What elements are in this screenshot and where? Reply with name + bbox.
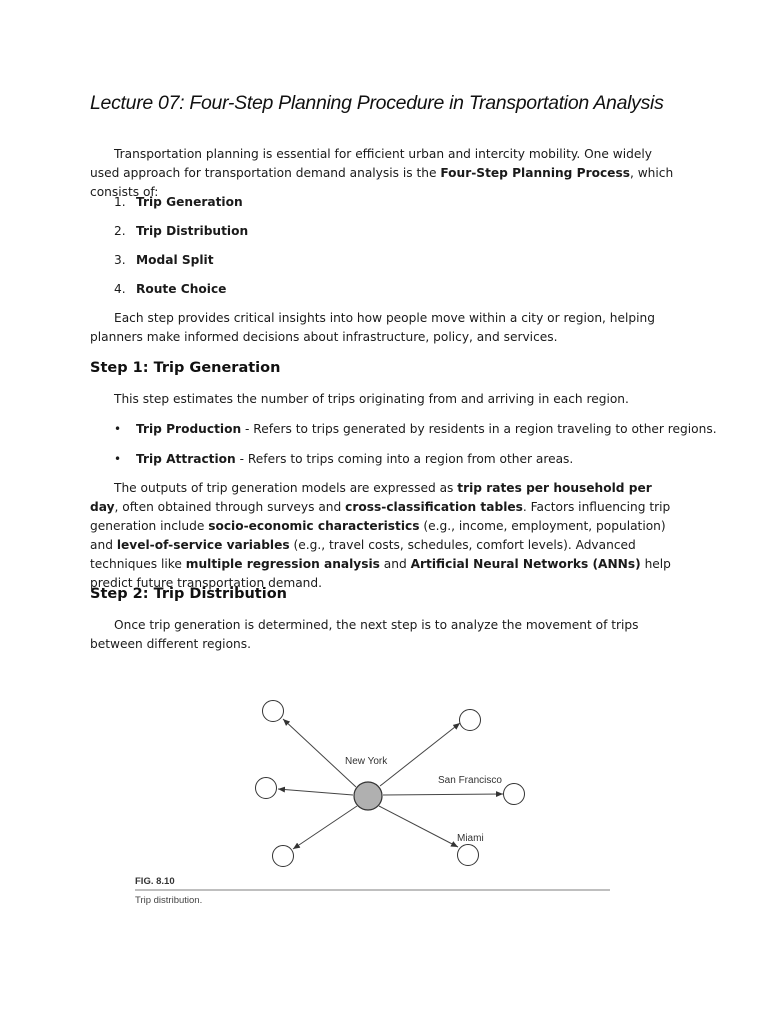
- arrow-to-node-left: [278, 789, 353, 795]
- list-item: 4. Route Choice: [114, 282, 227, 296]
- intro-paragraph: Transportation planning is essential for efficient urban and intercity mobility. One widely used approach for transportation demand analysis is the Four-Step Planning Process, which consists of:: [90, 147, 674, 199]
- list-item: • Trip Production - Refers to trips generated by residents in a region traveling to other regions.: [114, 420, 717, 439]
- bullet-icon: •: [114, 452, 122, 466]
- step1-heading: Step 1: Trip Generation: [90, 360, 281, 376]
- node-top-left: [263, 701, 284, 722]
- node-top-right: [460, 710, 481, 731]
- step1-description: This step estimates the number of trips originating from and arriving in each region.: [114, 392, 629, 406]
- label-miami: Miami: [457, 833, 484, 844]
- figure-caption: Trip distribution.: [135, 895, 203, 906]
- node-bottom-left: [273, 846, 294, 867]
- step2-description: Once trip generation is determined, the next step is to analyze the movement of trips between different regions.: [90, 618, 639, 651]
- arrow-to-node-top-left: [283, 719, 356, 787]
- arrow-to-miami: [379, 806, 458, 847]
- arrow-to-san-francisco: [383, 794, 503, 795]
- list-item: 3. Modal Split: [114, 253, 214, 267]
- step1-paragraph: The outputs of trip generation models are expressed as trip rates per household per day, often obtained through surveys and cross-classification tables. Factors influencing trip generation include socio-economic characteristics (e.g., income, employment, population) and level-of-service variables (e.g., travel costs, schedules, comfort levels). Advanced techniques like multiple regression analysis and Artificial Neural Networks (ANNs) help predict future transportation demand.: [90, 481, 671, 590]
- list-item: 1. Trip Generation: [114, 195, 243, 209]
- trip-distribution-figure: [130, 690, 620, 915]
- node-miami: [458, 845, 479, 866]
- node-new-york: [354, 782, 382, 810]
- label-san-francisco: San Francisco: [438, 775, 502, 786]
- node-left: [256, 778, 277, 799]
- label-new-york: New York: [345, 756, 388, 767]
- list-item: • Trip Attraction - Refers to trips coming into a region from other areas.: [114, 450, 573, 469]
- insight-paragraph: Each step provides critical insights into how people move within a city or region, helping planners make informed decisions about infrastructure, policy, and services.: [90, 311, 655, 344]
- node-san-francisco: [504, 784, 525, 805]
- page-title: Lecture 07: Four-Step Planning Procedure in Transportation Analysis: [90, 92, 664, 114]
- arrow-to-node-bottom-left: [293, 806, 357, 849]
- step2-heading: Step 2: Trip Distribution: [90, 586, 287, 602]
- list-item: 2. Trip Distribution: [114, 224, 249, 238]
- bullet-icon: •: [114, 422, 122, 436]
- figure-number: FIG. 8.10: [135, 876, 175, 887]
